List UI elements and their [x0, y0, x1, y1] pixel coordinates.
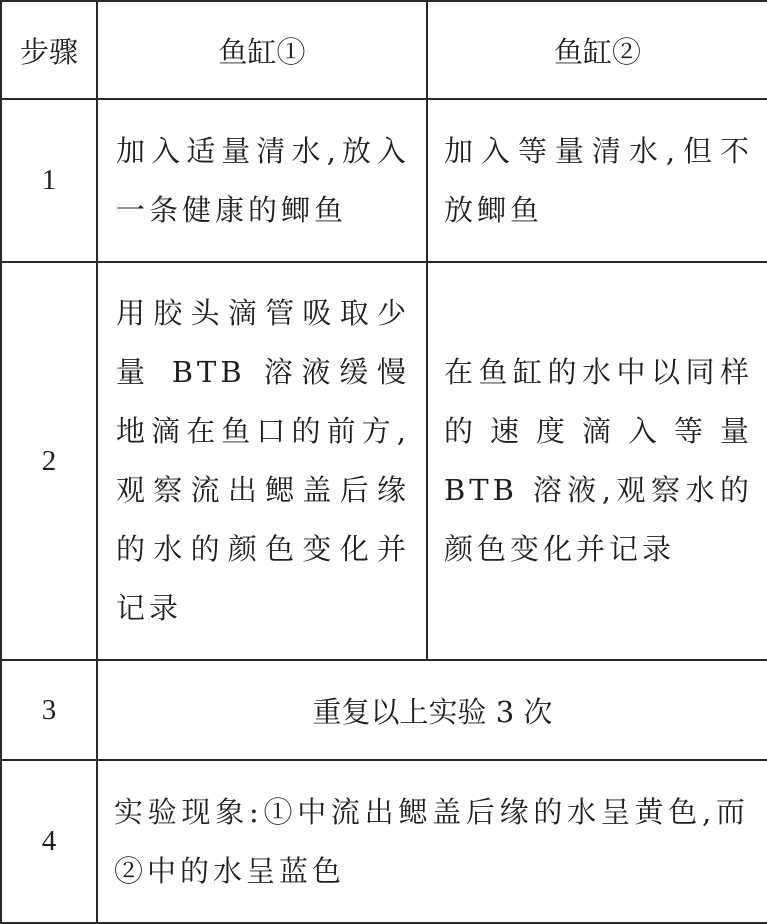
- header-tank-2: 鱼缸②: [427, 1, 767, 99]
- step-number: 1: [1, 99, 97, 262]
- merged-cell: 重复以上实验 3 次: [97, 660, 767, 760]
- table-row: [1, 99, 767, 262]
- step-number: 2: [1, 262, 97, 660]
- tank-1-cell: 用胶头滴管吸取少量 BTB 溶液缓慢地滴在鱼口的前方,观察流出鳃盖后缘的水的颜色变化并记录: [97, 262, 427, 660]
- header-tank-1: 鱼缸①: [97, 1, 427, 99]
- tank-2-cell: 加入等量清水,但不放鲫鱼: [427, 99, 767, 262]
- table-header-row: [1, 1, 767, 99]
- tank-1-cell: 加入适量清水,放入一条健康的鲫鱼: [97, 99, 427, 262]
- table-row: [1, 760, 767, 923]
- header-step: 步骤: [1, 1, 97, 99]
- step-number: 3: [1, 660, 97, 760]
- table-row: [1, 660, 767, 760]
- tank-2-cell: 在鱼缸的水中以同样的速度滴入等量 BTB 溶液,观察水的颜色变化并记录: [427, 262, 767, 660]
- step-number: 4: [1, 760, 97, 923]
- table-row: [1, 262, 767, 660]
- observation-cell: 实验现象:①中流出鳃盖后缘的水呈黄色,而②中的水呈蓝色: [97, 760, 767, 923]
